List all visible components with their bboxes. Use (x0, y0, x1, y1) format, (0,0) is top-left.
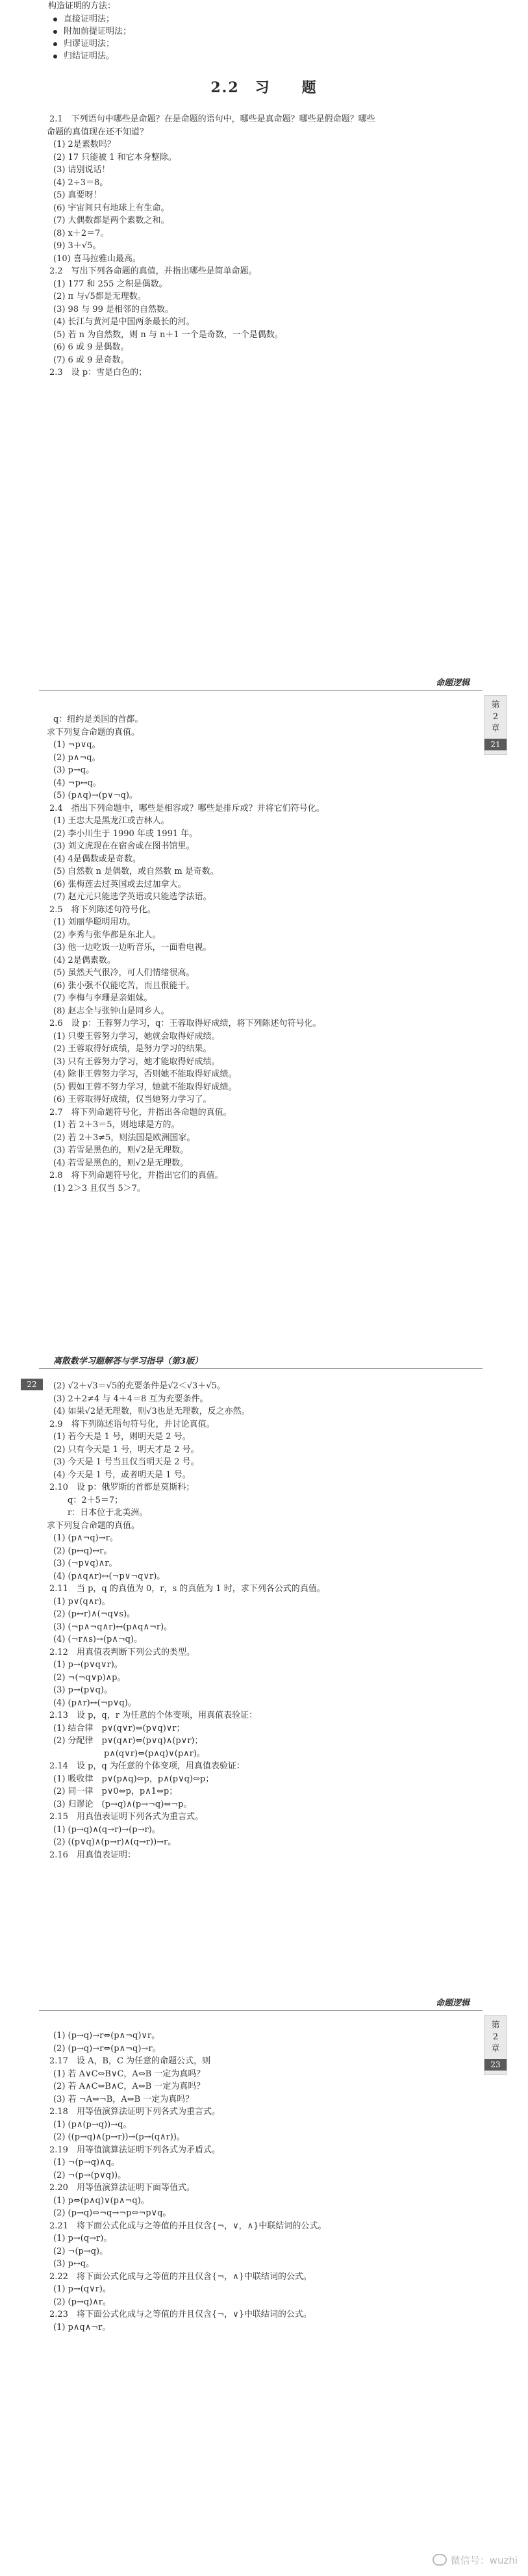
exercise-line: (6) 张梅莲去过英国或去过加拿大。 (53, 879, 186, 889)
exercise-line: (1) p→(q→r)。 (53, 2234, 112, 2243)
chapter-tab (484, 2015, 507, 2075)
exercise-line: (3) p→(p∨q)。 (53, 1685, 113, 1695)
exercise-line: (7) 李梅与李珊是亲姐妹。 (53, 993, 153, 1003)
exercise-line: (2) √2＋√3＝√5的充要条件是√2＜√3＋√5。 (53, 1381, 225, 1391)
exercise-line: q：纽约是美国的首都。 (53, 715, 144, 724)
bullet-dot-icon (53, 55, 57, 58)
bullet-text: 归谬证明法； (64, 39, 115, 49)
exercise-heading: 2.14 设 p，q 为任意的个体变项，用真值表验证： (49, 1761, 245, 1771)
chapter-label: 第2章 (491, 700, 500, 733)
page-number: 23 (484, 2059, 507, 2071)
exercise-line: q：2＋5＝7； (68, 1495, 123, 1505)
exercise-line: (7) 赵元元只能选学英语或只能选学法语。 (53, 892, 212, 902)
exercise-line: (1) 只要王蓉努力学习，她就会取得好成绩。 (53, 1031, 220, 1041)
exercise-heading: 2.10 设 p：俄罗斯的首都是莫斯科； (49, 1483, 195, 1492)
exercise-line: (4) (p∧r)↔(¬p∨q)。 (53, 1698, 136, 1708)
page-number: 22 (21, 1379, 43, 1390)
exercise-heading: 2.23 将下面公式化成与之等值的并且仅含{¬，∨}中联结词的公式。 (49, 2310, 312, 2319)
exercise-line: (2) (p↔r)∧(¬q∨s)。 (53, 1609, 136, 1619)
exercise-line: 命题的真值现在还不知道？ (47, 127, 149, 137)
running-header: 离散数学习题解答与学习指导（第3版） (53, 1357, 203, 1366)
exercise-line: (2) ¬(¬q∨p)∧p。 (53, 1672, 126, 1683)
exercise-heading: 2.9 将下列陈述语句符号化，并讨论真值。 (49, 1419, 215, 1429)
exercise-heading: 2.19 用等值演算法证明下列各式为矛盾式。 (49, 2145, 220, 2155)
exercise-line: (2) ¬(p→(p∨q))。 (53, 2170, 127, 2180)
exercise-heading: 2.8 将下列命题符号化，并指出它们的真值。 (49, 1171, 223, 1180)
exercise-line: (3) 归谬论 (p→q)∧(p→¬q)⇔¬p。 (53, 1799, 192, 1809)
exercise-line: (3) p↔q。 (53, 2259, 95, 2269)
watermark (433, 2553, 518, 2567)
exercise-line: (2) ¬(p→q)。 (53, 2246, 108, 2256)
exercise-line: (2) 若 2＋3≠5，则法国是欧洲国家。 (53, 1132, 195, 1143)
page-2 (0, 676, 528, 1345)
bullet-item (53, 39, 114, 49)
exercise-line: (1) p→(p∨q∨r)。 (53, 1660, 123, 1670)
exercise-line: (1) 若 2＋3＝5，则地球是方的。 (53, 1120, 180, 1130)
exercise-line: (2) (p↔q)↔r。 (53, 1546, 112, 1556)
exercise-line: (3) (¬p∨q)∧r。 (53, 1559, 118, 1568)
exercise-line: (6) 宇宙间只有地球上有生命。 (53, 203, 170, 213)
exercise-line: (5) 虽然天气很冷，可人们情绪很高。 (53, 968, 195, 978)
bullet-dot-icon (53, 42, 57, 46)
exercise-heading: 2.3 设 p：雪是白色的； (49, 368, 147, 377)
exercise-line: (4) 4是偶数或是奇数。 (53, 854, 141, 864)
exercise-line: (6) 张小强不仅能吃苦，而且很能干。 (53, 980, 195, 991)
exercise-line: (3) 2＋2≠4 与 4＋4＝8 互为充要条件。 (53, 1394, 208, 1404)
exercise-line: (3) 若 ¬A⇔¬B，A⇔B 一定为真吗？ (53, 2094, 194, 2104)
exercise-line: (2) p∧¬q。 (53, 752, 101, 763)
page-1 (0, 0, 528, 676)
exercise-heading: 2.7 将下列命题符号化，并指出各命题的真值。 (49, 1107, 232, 1117)
exercise-line: (7) 大偶数都是两个素数之和。 (53, 216, 170, 225)
header-rule (39, 1368, 483, 1369)
exercise-line: (10) 喜马拉雅山最高。 (53, 253, 141, 264)
exercise-line: (5) 假如王蓉不努力学习，她就不能取得好成绩。 (53, 1082, 237, 1092)
chapter-tab (484, 695, 507, 755)
exercise-line: (1) p∨(q∧r)。 (53, 1596, 110, 1607)
exercise-line: (2) ((p∨q)∧(p→r)∧(q→r))→r。 (53, 1837, 177, 1847)
exercise-line: (1) p→(q∨r)。 (53, 2284, 111, 2294)
exercise-line: (3) 若雪是黑色的，则√2是无理数。 (53, 1145, 189, 1155)
exercise-line: (1) 177 和 255 之积是偶数。 (53, 279, 168, 289)
exercise-line: (1) (p∧¬q)→r。 (53, 1533, 118, 1543)
exercise-line: (1) ¬(p→q)∧q。 (53, 2158, 119, 2167)
exercise-line: (2) 王蓉取得好成绩，是努力学习的结果。 (53, 1044, 212, 1054)
exercise-line: p∧(q∨r)⇔(p∧q)∨(p∧r)。 (53, 1748, 205, 1759)
bullet-text: 附加前提证明法； (64, 27, 132, 36)
exercise-line: (4) (p∧q∧r)↔(¬p∨¬q∨r)。 (53, 1571, 166, 1581)
running-header: 命题逻辑 (435, 678, 470, 688)
section-title: 2.2 习 题 (210, 79, 318, 96)
exercise-line: (8) 赵志全与张钟山是同乡人。 (53, 1006, 170, 1016)
exercise-line: 求下列复合命题的真值。 (47, 727, 140, 737)
watermark-text: 微信号：wuzhi (450, 2555, 518, 2566)
exercise-line: (8) x＋2＝7。 (53, 228, 109, 238)
exercise-line: (3) 他一边吃饭一边听音乐，一面看电视。 (53, 943, 212, 952)
exercise-heading: 2.4 指出下列命题中，哪些是相容或？哪些是排斥或？并将它们符号化。 (49, 803, 325, 813)
exercise-heading: 2.17 设 A，B，C 为任意的命题公式，则 (49, 2056, 211, 2066)
exercise-line: (6) 王蓉取得好成绩，仅当她努力学习了。 (53, 1095, 212, 1104)
exercise-heading: 2.21 将下面公式化成与之等值的并且仅含{¬，∨，∧}中联结词的公式。 (49, 2221, 327, 2231)
exercise-line: (2) ((p→q)∧(p→r))→(p→(q∧r))。 (53, 2132, 185, 2142)
exercise-heading: 2.1 下列语句中哪些是命题？在是命题的语句中，哪些是真命题？哪些是假命题？哪些 (49, 114, 375, 124)
exercise-line: (4) ¬p↔q。 (53, 778, 101, 788)
intro-text: 构造证明的方法： (48, 1, 116, 11)
bullet-text: 直接证明法； (64, 14, 115, 24)
exercise-heading: 2.11 当 p，q 的真值为 0，r，s 的真值为 1 时，求下列各公式的真值。 (49, 1584, 325, 1594)
bullet-text: 归结证明法。 (64, 51, 115, 61)
exercise-line: (2) 李小川生于 1990 年或 1991 年。 (53, 828, 198, 839)
exercise-line: (1) 刘丽华聪明用功。 (53, 917, 136, 927)
exercise-line: (4) 除非王蓉努力学习，否则她不能取得好成绩。 (53, 1069, 237, 1079)
exercise-line: (6) 6 或 9 是偶数。 (53, 342, 129, 352)
exercise-line: r：日本位于北美洲。 (68, 1508, 148, 1518)
exercise-heading: 2.16 用真值表证明： (49, 1850, 136, 1860)
exercise-line: (5) 真要呀！ (53, 190, 102, 200)
exercise-heading: 2.13 设 p，q，r 为任意的个体变项，用真值表验证： (49, 1711, 258, 1720)
exercise-heading: 2.22 将下面公式化成与之等值的并且仅含{¬，∧}中联结词的公式。 (49, 2271, 312, 2282)
exercise-line: (2) 李秀与张华都是东北人。 (53, 930, 161, 940)
page-number: 21 (484, 739, 507, 750)
bullet-dot-icon (53, 18, 57, 21)
exercise-heading: 2.15 用真值表证明下列各式为重言式。 (49, 1812, 203, 1822)
header-rule (39, 690, 483, 691)
exercise-line: (5) (p∧q)→(p∨¬q)。 (53, 791, 138, 800)
exercise-heading: 2.18 用等值演算法证明下列各式为重言式。 (49, 2107, 220, 2117)
exercise-line: (1) 2＞3 且仅当 5＞7。 (53, 1183, 145, 1193)
exercise-line: (1) 结合律 p∨(q∨r)⇔(p∨q)∨r； (53, 1723, 185, 1733)
exercise-line: (3) 请别说话！ (53, 165, 110, 175)
exercise-line: (5) 若 n 为自然数，则 n 与 n＋1 一个是奇数，一个是偶数。 (53, 329, 283, 340)
exercise-heading: 2.12 用真值表判断下列公式的类型。 (49, 1647, 195, 1657)
exercise-line: (2) (p→q)→r⇔(p∧¬q)→r。 (53, 2043, 161, 2054)
exercise-line: (2) 17 只能被 1 和它本身整除。 (53, 152, 177, 162)
exercise-line: (1) 吸收律 p∨(p∧q)⇔p，p∧(p∨q)⇔p； (53, 1774, 214, 1784)
exercise-line: (1) 若 A∨C⇔B∨C，A⇔B 一定为真吗？ (53, 2069, 205, 2079)
exercise-line: (3) 刘文虎现在在宿舍或在图书馆里。 (53, 841, 195, 851)
page-4 (0, 1995, 528, 2576)
exercise-line: (4) 2是偶素数。 (53, 955, 116, 965)
exercise-line: (2) (p→q)∧r。 (53, 2297, 111, 2307)
chapter-label: 第2章 (491, 2021, 500, 2054)
exercise-line: (9) 3＋√5。 (53, 241, 101, 251)
bullet-dot-icon (53, 30, 57, 34)
exercise-heading: 2.5 将下列陈述句符号化。 (49, 904, 156, 915)
exercise-line: (3) 只有王蓉努力学习，她才能取得好成绩。 (53, 1056, 220, 1067)
exercise-line: (4) 若雪是黑色的，则√2是无理数。 (53, 1158, 189, 1168)
exercise-line: (3) 今天是 1 号当且仅当明天是 2 号。 (53, 1457, 199, 1467)
exercise-line: (1) 若今天是 1 号，则明天是 2 号。 (53, 1432, 191, 1442)
exercise-line: (7) 6 或 9 是奇数。 (53, 355, 129, 365)
exercise-line: (2) 分配律 p∨(q∧r)⇔(p∨q)∧(p∨r)； (53, 1736, 203, 1746)
bullet-item (53, 14, 114, 25)
exercise-line: (3) (¬p∧¬q∧r)↔(p∧q∧¬r)。 (53, 1622, 173, 1632)
exercise-line: (1) (p→q)∧(q→r)→(p→r)。 (53, 1824, 160, 1835)
exercise-line: (2) 只有今天是 1 号，明天才是 2 号。 (53, 1444, 199, 1455)
exercise-line: 求下列复合命题的真值。 (47, 1520, 140, 1531)
exercise-line: (1) 2是素数吗？ (53, 140, 116, 149)
exercise-line: (1) p∧q∧¬r。 (53, 2322, 111, 2332)
wechat-icon (433, 2554, 447, 2566)
exercise-line: (2) π 与√5都是无理数。 (53, 292, 146, 301)
exercise-line: (4) 2÷3＝8。 (53, 177, 108, 188)
page-3 (0, 1345, 528, 1995)
exercise-line: (5) 自然数 n 是偶数，或自然数 m 是奇数。 (53, 867, 219, 876)
bullet-item (53, 51, 114, 62)
running-header: 命题逻辑 (435, 1998, 470, 2008)
exercise-line: (4) 如果√2是无理数，则√3也是无理数，反之亦然。 (53, 1407, 250, 1416)
exercise-line: (4) (¬r∧s)→(p∧¬q)。 (53, 1635, 143, 1644)
exercise-line: (1) ¬p∨q。 (53, 740, 101, 750)
exercise-heading: 2.6 设 p：王蓉努力学习，q：王蓉取得好成绩，将下列陈述句符号化。 (49, 1019, 321, 1028)
exercise-line: (2) 同一律 p∨0⇔p，p∧1⇔p； (53, 1787, 178, 1796)
exercise-heading: 2.2 写出下列各命题的真值，并指出哪些是简单命题。 (49, 266, 257, 276)
exercise-line: (1) 王忠大是黑龙江或吉林人。 (53, 816, 170, 826)
header-rule (39, 2010, 483, 2011)
exercise-line: (1) (p→q)→r⇔(p∧¬q)∨r。 (53, 2031, 160, 2041)
exercise-line: (4) 今天是 1 号，或者明天是 1 号。 (53, 1470, 191, 1480)
bullet-item (53, 27, 131, 37)
exercise-line: (1) p⇔(p∧q)∨(p∧¬q)。 (53, 2195, 149, 2206)
exercise-line: (1) (p∧(p→q))→q。 (53, 2119, 132, 2130)
exercise-line: (4) 长江与黄河是中国两条最长的河。 (53, 317, 195, 327)
exercise-line: (2) (p→q)⇔¬q→¬p⇔¬p∨q。 (53, 2208, 171, 2218)
exercise-line: (2) 若 A∧C⇔B∧C，A⇔B 一定为真吗？ (53, 2082, 205, 2091)
exercise-line: (3) 98 与 99 是相邻的自然数。 (53, 304, 174, 314)
exercise-heading: 2.20 用等值演算法证明下面等值式。 (49, 2183, 195, 2193)
exercise-line: (3) p→q。 (53, 765, 95, 775)
